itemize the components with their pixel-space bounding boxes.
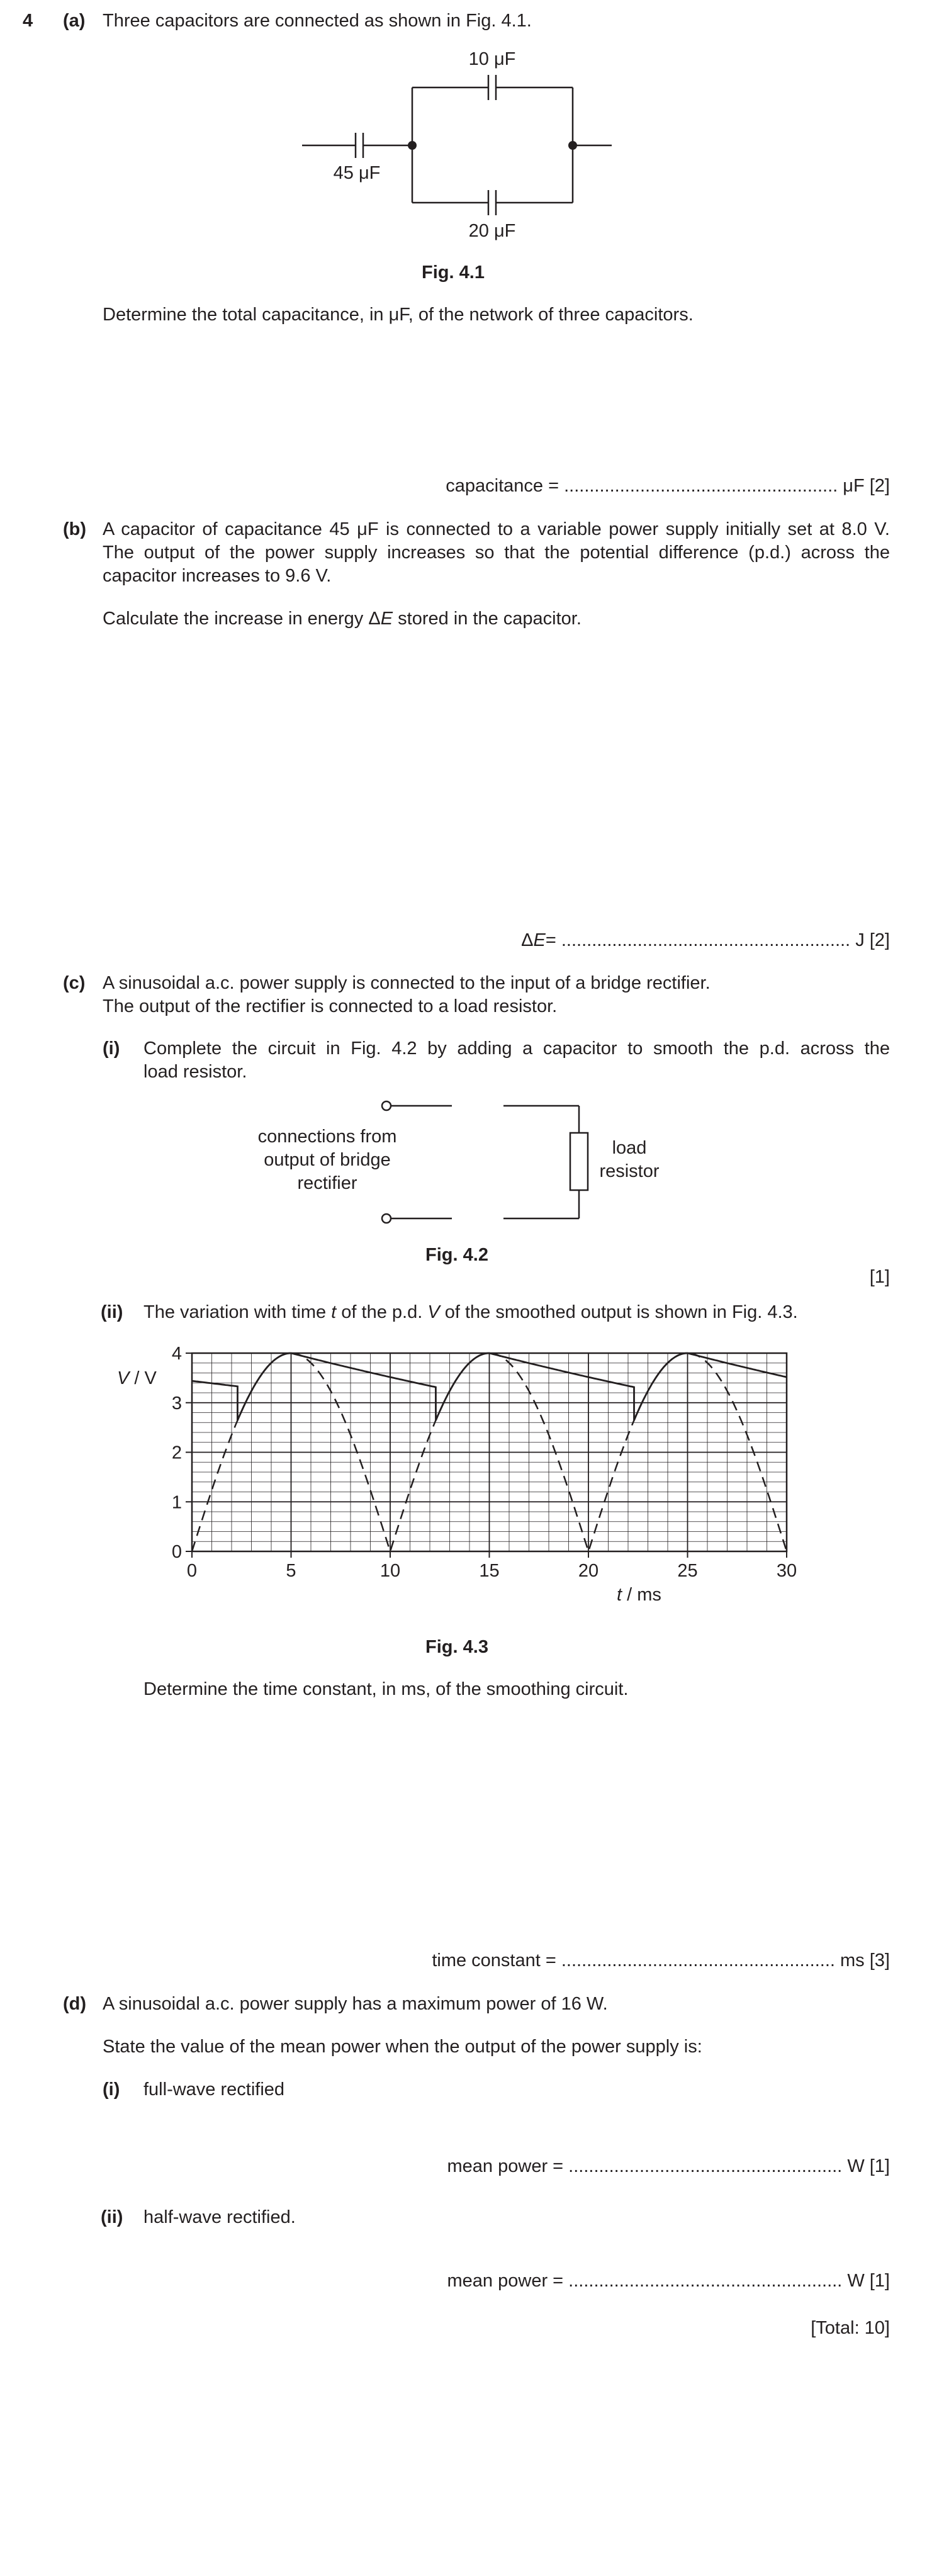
marks-a: [2] (869, 476, 890, 496)
x-tick-label: 30 (776, 1561, 797, 1581)
part-d-ii-text: half-wave rectified. (143, 2207, 296, 2227)
answer-field-time-constant[interactable]: ...................................................... (561, 1950, 835, 1971)
capacitor-45uf-label: 45 μF (333, 163, 381, 183)
part-d-text: A sinusoidal a.c. power supply has a maximum power of 16 W. (103, 1994, 608, 2014)
part-c-ii-text-t: t (331, 1302, 337, 1322)
total-marks: [Total: 10] (811, 2318, 890, 2338)
part-c-i-line1: Complete the circuit in Fig. 4.2 by adding a capacitor to smooth the p.d. across the (143, 1038, 890, 1059)
part-c-line2: The output of the rectifier is connected to a load resistor. (103, 996, 558, 1016)
part-b-line2: The output of the power supply increases so that the potential difference (p.d.) across the (103, 543, 890, 563)
answer-line-capacitance (315, 474, 890, 498)
part-c-i-label: (i) (103, 1038, 120, 1059)
part-c-ii-text (143, 1300, 798, 1324)
answer-field-mean-power-half[interactable]: ...................................................... (568, 2271, 843, 2291)
x-tick-label: 0 (186, 1561, 198, 1581)
answer-unit-mean-power-half: W (847, 2271, 865, 2291)
answer-field-mean-power-full[interactable]: ...................................................... (568, 2156, 843, 2176)
part-d-i-label: (i) (103, 2079, 120, 2100)
part-c-ii-label: (ii) (101, 1302, 123, 1322)
y-tick-label: 4 (171, 1344, 182, 1364)
fig-4-2-connections-line2: output of bridge (264, 1150, 391, 1170)
part-c-line1: A sinusoidal a.c. power supply is connected to the input of a bridge rectifier. (103, 973, 711, 993)
x-tick-label: 10 (379, 1561, 401, 1581)
answer-label-capacitance: capacitance = (446, 476, 559, 496)
answer-label-energy-pre: Δ (521, 930, 534, 950)
data-point (642, 1388, 643, 1389)
x-tick-label: 20 (578, 1561, 599, 1581)
fig-4-1-caption: Fig. 4.1 (422, 262, 485, 283)
part-c-label: (c) (63, 973, 86, 993)
answer-line-energy (315, 928, 890, 952)
fig-4-2-load-line1: load (612, 1138, 647, 1158)
answer-field-capacitance[interactable]: ...................................................... (564, 476, 838, 496)
part-d-i-text: full-wave rectified (143, 2079, 285, 2100)
part-b-label: (b) (63, 519, 87, 539)
answer-field-energy[interactable]: ......................................................... (561, 930, 851, 950)
fig-4-2-load-line2: resistor (599, 1161, 660, 1181)
part-c-ii-prompt: Determine the time constant, in ms, of the smoothing circuit. (143, 1679, 629, 1699)
x-tick-label: 15 (479, 1561, 500, 1581)
marks-c-i: [1] (869, 1267, 890, 1287)
part-b-line1: A capacitor of capacitance 45 μF is connected to a variable power supply initially set at 8.0 V. (103, 519, 890, 539)
fig-4-2-circuit (0, 1083, 944, 1221)
x-axis-label: t / ms (617, 1585, 661, 1605)
part-a-prompt: Determine the total capacitance, in μF, of the network of three capacitors. (103, 305, 694, 325)
marks-d-i: [1] (869, 2156, 890, 2176)
y-tick-label: 3 (171, 1393, 182, 1414)
part-c-ii-text-post: of the smoothed output is shown in Fig. 4.3. (439, 1302, 798, 1322)
capacitor-20uf-label: 20 μF (468, 221, 516, 241)
part-d-ii-label: (ii) (101, 2207, 123, 2227)
answer-unit-time-constant: ms (840, 1950, 865, 1971)
fig-4-2-connections-line1: connections from (257, 1127, 397, 1147)
answer-unit-energy: J (855, 930, 865, 950)
answer-label-mean-power-half: mean power = (447, 2271, 564, 2291)
fig-4-1-circuit (0, 38, 944, 277)
marks-b: [2] (869, 930, 890, 950)
fig-4-3-caption: Fig. 4.3 (425, 1637, 488, 1657)
part-c-ii-text-pre: The variation with time (143, 1302, 332, 1322)
part-d-prompt: State the value of the mean power when the output of the power supply is: (103, 2037, 702, 2057)
answer-unit-capacitance: μF (843, 476, 865, 496)
answer-line-mean-power-half (315, 2269, 890, 2293)
x-tick-label: 25 (677, 1561, 698, 1581)
part-b-prompt-post: stored in the capacitor. (393, 609, 582, 629)
part-c-i-line2: load resistor. (143, 1062, 247, 1082)
answer-line-time-constant (315, 1949, 890, 1972)
answer-label-mean-power-full: mean power = (447, 2156, 564, 2176)
part-b-prompt-var: E (380, 609, 393, 629)
part-c-ii-text-mid: of the p.d. (336, 1302, 428, 1322)
answer-label-energy (521, 928, 556, 952)
marks-d-ii: [1] (869, 2271, 890, 2291)
answer-unit-mean-power-full: W (847, 2156, 865, 2176)
fig-4-3-graph (0, 1328, 944, 1655)
part-b-prompt-pre: Calculate the increase in energy Δ (103, 609, 381, 629)
answer-label-time-constant: time constant = (432, 1950, 556, 1971)
fig-4-2-caption: Fig. 4.2 (425, 1245, 488, 1265)
part-d-label: (d) (63, 1994, 87, 2014)
part-b-line3: capacitor increases to 9.6 V. (103, 566, 332, 586)
y-tick-label: 1 (171, 1492, 182, 1513)
y-tick-label: 2 (171, 1443, 182, 1463)
x-tick-label: 5 (286, 1561, 296, 1581)
y-axis-label: V / V (117, 1368, 157, 1388)
question-number: 4 (23, 11, 33, 31)
answer-label-energy-var: E (533, 930, 546, 950)
capacitor-10uf-label: 10 μF (468, 49, 516, 69)
part-a-text: Three capacitors are connected as shown in Fig. 4.1. (103, 11, 532, 31)
part-b-prompt (103, 607, 582, 631)
fig-4-2-connections-line3: rectifier (297, 1173, 357, 1193)
answer-line-mean-power-full (315, 2154, 890, 2178)
marks-c-ii: [3] (869, 1950, 890, 1971)
part-a-label: (a) (63, 11, 86, 31)
answer-label-energy-post: = (545, 930, 556, 950)
y-tick-label: 0 (171, 1542, 182, 1562)
part-c-ii-text-v: V (427, 1302, 440, 1322)
load-resistor-symbol (570, 1133, 588, 1190)
